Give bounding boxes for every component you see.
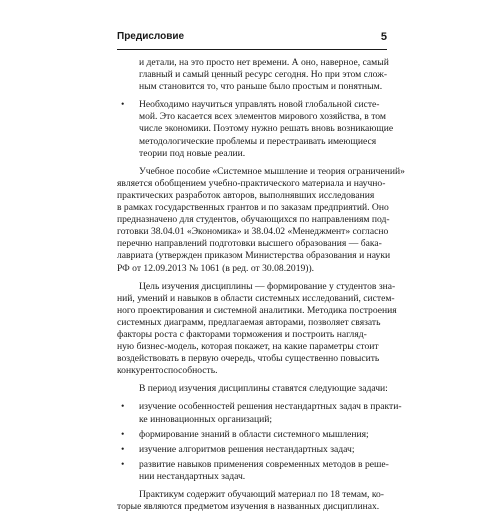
text-line: Необходимо научиться управлять новой глобальной систе- xyxy=(139,99,380,111)
text-line: ную бизнес-модель, которая покажет, на какие параметры стоит xyxy=(117,341,379,353)
text-line: перечню направлений подготовки высшего образования — бака- xyxy=(117,238,382,250)
text-line: практических разработок авторов, выполнявших исследования xyxy=(117,189,375,201)
bullet-mark: • xyxy=(121,458,125,470)
text-line: методологические проблемы и перестраивать имеющиеся xyxy=(139,135,377,147)
text-line: Учебное пособие «Системное мышление и теория ограничений» xyxy=(139,165,405,177)
bullet-item xyxy=(117,99,394,159)
paragraph xyxy=(117,280,397,378)
bullet-mark: • xyxy=(121,401,125,413)
bullet-mark: • xyxy=(121,428,125,440)
text-line: изучение особенностей решения нестандартных задач в практи- xyxy=(139,401,402,413)
running-header xyxy=(117,30,387,48)
text-line: ного проектирования и системной аналитики. Методика построения xyxy=(117,304,397,316)
text-line: развитие навыков применения современных методов в реше- xyxy=(139,458,389,470)
task-list xyxy=(117,401,402,483)
header-rule xyxy=(117,49,387,50)
bullet-mark: • xyxy=(121,99,125,111)
paragraph xyxy=(117,489,387,513)
text-line: нии нестандартных задач. xyxy=(139,470,246,482)
list-item xyxy=(117,401,402,425)
text-line: числе экономики. Поэтому нужно решать вновь возникающие xyxy=(139,123,394,135)
text-line: готовки 38.04.01 «Экономика» и 38.04.02 «Менеджмент» согласно xyxy=(117,226,389,238)
section-title: Предисловие xyxy=(117,31,185,42)
text-line: В период изучения дисциплины ставятся следующие задачи: xyxy=(139,383,388,395)
text-line: Цель изучения дисциплины — формирование у студентов зна- xyxy=(139,280,396,292)
page-body xyxy=(117,57,405,519)
continuation-text xyxy=(117,57,387,93)
text-line: формирование знаний в области системного мышления; xyxy=(139,428,369,440)
text-line: предназначено для студентов, обучающихся по направлениям под- xyxy=(117,214,390,226)
text-line: торые являются предметом изучения в названных дисциплинах. xyxy=(117,501,380,513)
text-line: мой. Это касается всех элементов мирового хозяйства, в том xyxy=(139,111,386,123)
text-line: ний, умений и навыков в области системных исследований, систем- xyxy=(117,292,395,304)
text-line: конкурентоспособность. xyxy=(117,365,218,377)
text-line: ным становится то, что раньше было простым и понятным. xyxy=(139,81,383,93)
text-line: теории под новые реалии. xyxy=(139,147,246,159)
text-line: является обобщением учебно-практического материала и научно- xyxy=(117,177,386,189)
page-number: 5 xyxy=(380,31,387,43)
text-line: системных диаграмм, предлагаемая авторами, позволяет связать xyxy=(117,316,381,328)
list-item xyxy=(117,444,387,456)
paragraph xyxy=(117,383,387,395)
bullet-mark: • xyxy=(121,443,125,455)
text-line: РФ от 12.09.2013 № 1061 (в ред. от 30.08.2019)). xyxy=(117,262,315,274)
text-line: ке инновационных организаций; xyxy=(139,413,273,425)
list-item xyxy=(117,429,387,441)
text-line: лавриата (утвержден приказом Министерства образования и науки xyxy=(117,250,391,262)
text-line: воздействовать в первую очередь, чтобы существенно повысить xyxy=(117,353,380,365)
text-line: в рамках государственных грантов и по заказам предприятий. Оно xyxy=(117,202,389,214)
text-line: изучение алгоритмов решения нестандартных задач; xyxy=(139,443,355,455)
text-line: Практикум содержит обучающий материал по 18 темам, ко- xyxy=(139,489,384,500)
text-line: и детали, на это просто нет времени. А оно, наверное, самый xyxy=(139,57,389,68)
text-line: главный и самый ценный ресурс сегодня. Но при этом слож- xyxy=(139,69,388,81)
list-item xyxy=(117,459,387,483)
paragraph xyxy=(117,165,405,275)
text-line: факторы роста с факторами торможения и построить нагляд- xyxy=(117,328,367,340)
